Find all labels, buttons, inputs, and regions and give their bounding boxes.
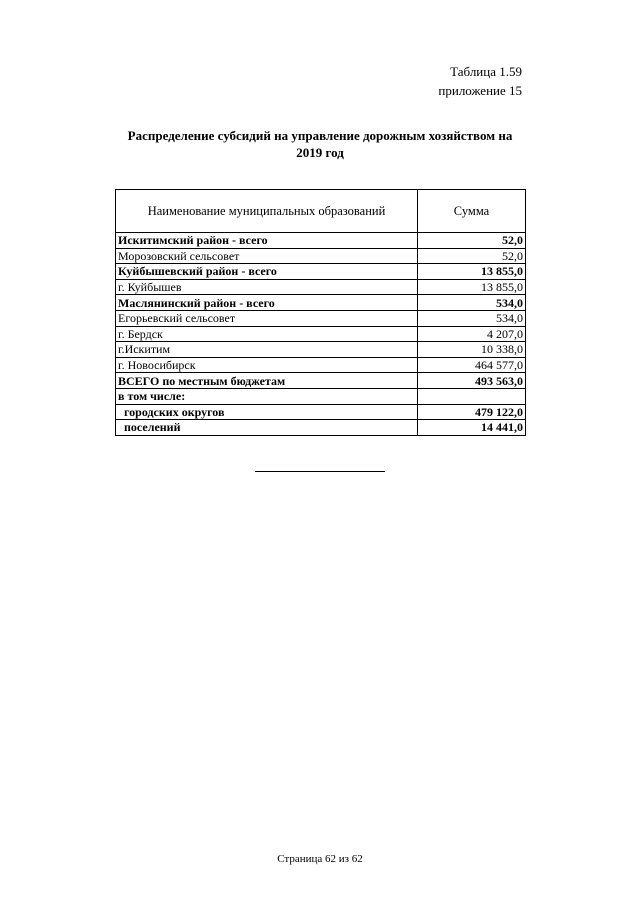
table-row [116, 310, 526, 326]
document-title-line-1: Распределение субсидий на управление дорожным хозяйством на [127, 128, 513, 143]
table-row [116, 326, 526, 342]
row-name: г.Искитим [116, 342, 418, 358]
row-sum: 13 855,0 [418, 279, 526, 295]
document-title-line-2: 2019 год [296, 145, 344, 160]
table-row [116, 404, 526, 420]
table-row [116, 248, 526, 264]
row-name: Маслянинский район - всего [116, 295, 418, 311]
row-sum: 4 207,0 [418, 326, 526, 342]
row-name: поселений [116, 420, 418, 436]
table-row [116, 357, 526, 373]
row-sum: 464 577,0 [418, 357, 526, 373]
end-of-table-divider [255, 471, 385, 472]
table-header-row [116, 190, 526, 233]
table-row [116, 279, 526, 295]
subsidies-table [115, 189, 526, 436]
row-name: ВСЕГО по местным бюджетам [116, 373, 418, 389]
row-sum: 479 122,0 [418, 404, 526, 420]
table-row [116, 388, 526, 404]
row-name: в том числе: [116, 388, 418, 404]
row-sum: 13 855,0 [418, 264, 526, 280]
row-sum: 52,0 [418, 233, 526, 249]
row-name: Морозовский сельсовет [116, 248, 418, 264]
row-name: городских округов [116, 404, 418, 420]
table-caption [438, 62, 522, 100]
table-row [116, 420, 526, 436]
table-row [116, 264, 526, 280]
column-header-sum: Сумма [418, 190, 526, 233]
row-name: г. Новосибирск [116, 357, 418, 373]
row-sum: 534,0 [418, 310, 526, 326]
page-footer: Страница 62 из 62 [277, 853, 363, 865]
row-name: Егорьевский сельсовет [116, 310, 418, 326]
appendix-label: приложение 15 [438, 83, 522, 98]
table-row-total [116, 373, 526, 389]
table-number: Таблица 1.59 [450, 64, 522, 79]
row-name: г. Куйбышев [116, 279, 418, 295]
row-name: г. Бердск [116, 326, 418, 342]
table-row [116, 233, 526, 249]
row-sum: 534,0 [418, 295, 526, 311]
table-row [116, 295, 526, 311]
row-sum [418, 388, 526, 404]
column-header-name: Наименование муниципальных образований [116, 190, 418, 233]
row-name: Искитимский район - всего [116, 233, 418, 249]
row-sum: 10 338,0 [418, 342, 526, 358]
document-title [110, 127, 530, 161]
row-name: Куйбышевский район - всего [116, 264, 418, 280]
row-sum: 14 441,0 [418, 420, 526, 436]
row-sum: 493 563,0 [418, 373, 526, 389]
row-sum: 52,0 [418, 248, 526, 264]
table-row [116, 342, 526, 358]
